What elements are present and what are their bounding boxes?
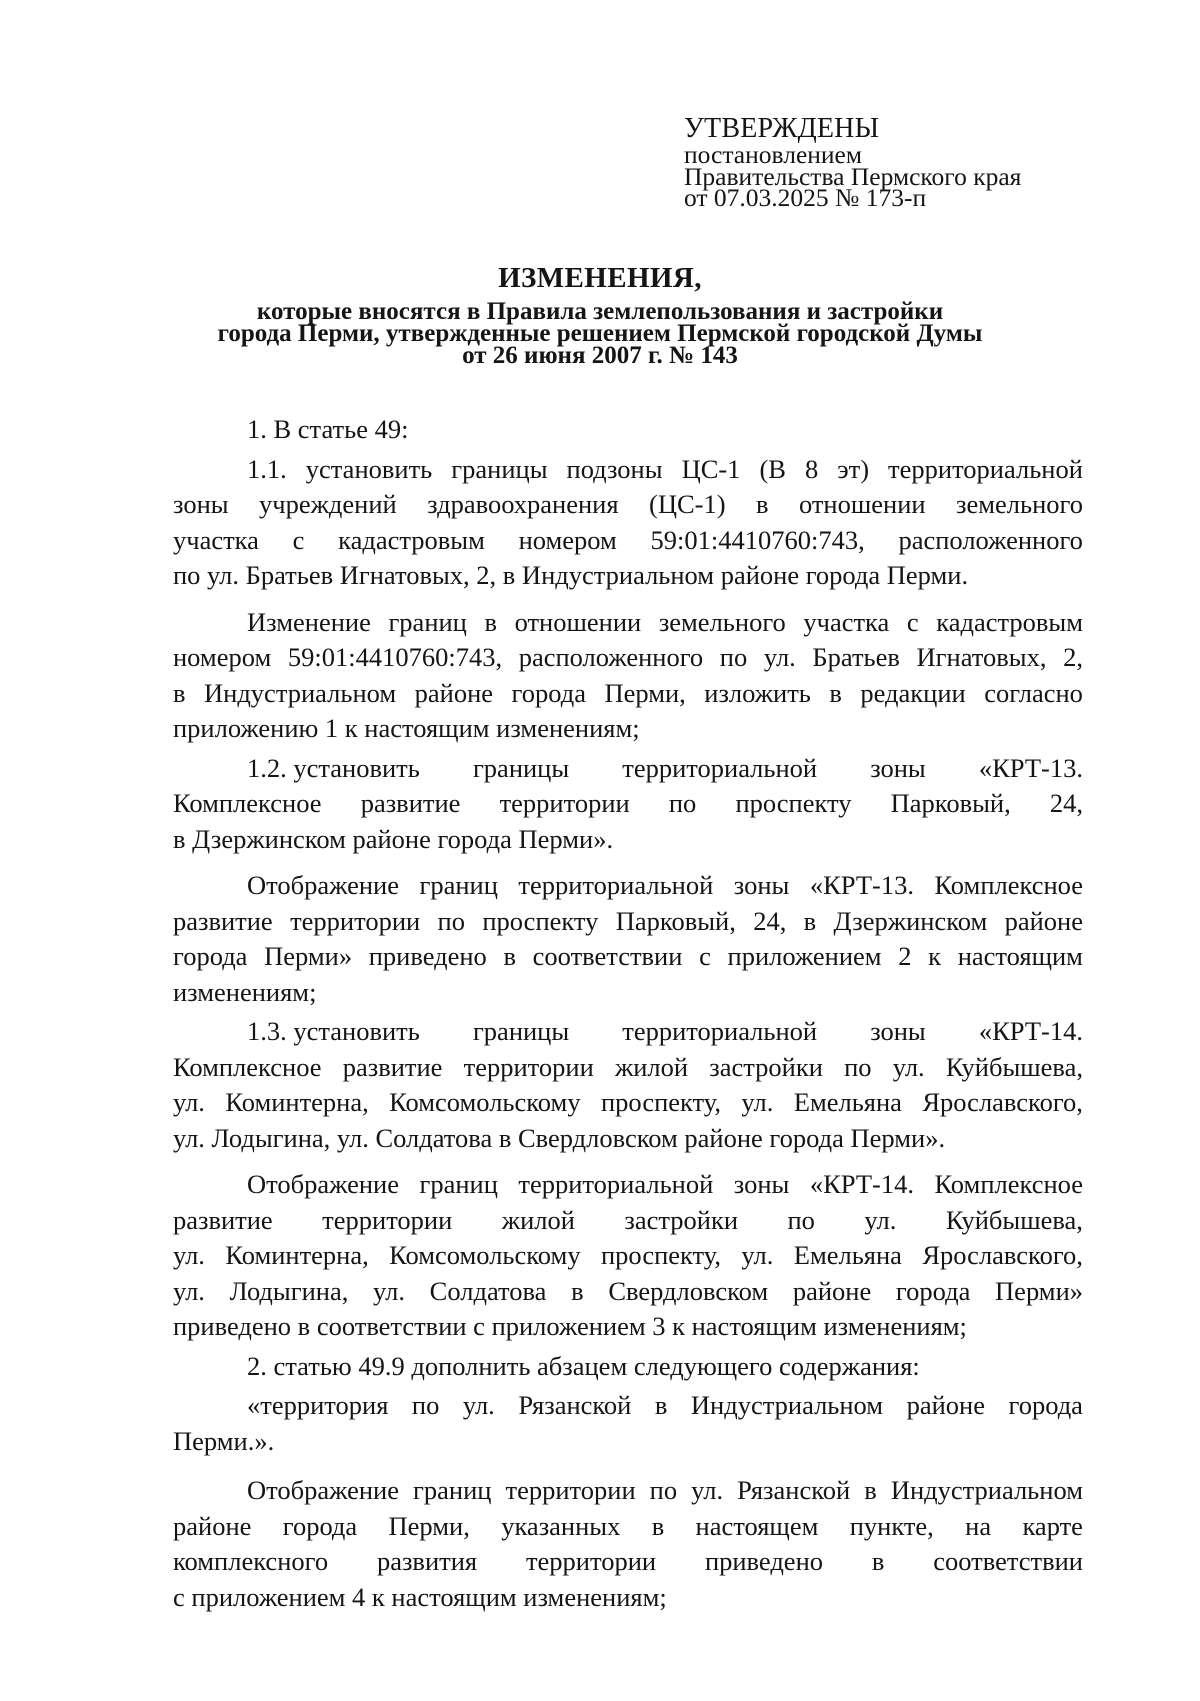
word: по — [787, 1204, 815, 1235]
word: указанных — [501, 1510, 621, 1541]
word: 24, — [753, 905, 787, 936]
word: районе — [906, 1390, 985, 1420]
word: 59:01:4410760:743, — [650, 524, 865, 555]
word: в — [503, 941, 516, 971]
word: карте — [1022, 1510, 1083, 1541]
word: территориальной — [622, 752, 818, 783]
word: территории — [499, 788, 630, 818]
word: Лодыгина, — [229, 1275, 349, 1306]
word: к — [928, 941, 942, 971]
paragraph-article-49-9 — [173, 1349, 1083, 1385]
word: проспекту — [482, 905, 599, 936]
text-line — [173, 676, 1083, 712]
word: номером — [173, 642, 272, 672]
word: Ярославского, — [922, 1087, 1083, 1117]
word: 2 — [898, 941, 912, 971]
word: проспекту, — [600, 1240, 722, 1270]
word: развитие — [342, 1051, 443, 1082]
word: районе — [414, 677, 494, 708]
word: приложением — [727, 941, 882, 971]
word: зоны — [733, 1169, 790, 1199]
subtitle-line: которые вносятся в Правила землепользования и застройки — [256, 298, 944, 325]
word: 2, — [1063, 642, 1083, 672]
text-line — [173, 904, 1083, 940]
word: земельного — [658, 606, 786, 637]
text-line: 1. В статье 49: — [247, 414, 409, 444]
word: Комплексное — [934, 1169, 1083, 1199]
word: Комсомольскому — [389, 1240, 581, 1270]
word: в — [755, 489, 769, 519]
document-subtitle — [0, 298, 1200, 369]
text-line: изменениям; — [173, 976, 317, 1007]
word: в — [651, 1510, 665, 1541]
word: (В — [759, 453, 786, 484]
word: установить — [305, 453, 433, 484]
text-line — [173, 487, 1083, 523]
word: ул. — [173, 1240, 205, 1270]
word: соответствии — [933, 1546, 1083, 1576]
word: редакции — [860, 677, 966, 708]
word: изложить — [704, 677, 811, 708]
text-line — [173, 1203, 1083, 1239]
word: кадастровым — [936, 606, 1083, 637]
word: зоны — [733, 870, 790, 900]
word: в — [871, 1546, 885, 1576]
word: Игнатовых, — [916, 642, 1047, 672]
word: Рязанской — [518, 1390, 632, 1420]
word: с — [699, 941, 711, 971]
approval-heading: УТВЕРЖДЕНЫ — [684, 113, 880, 144]
word: Комплексное — [173, 788, 322, 818]
text-line — [173, 751, 1083, 787]
text-line — [173, 1388, 1083, 1424]
word: зоны — [173, 489, 229, 519]
word: города — [895, 1275, 971, 1306]
word: развитие — [360, 788, 461, 818]
text-line — [173, 1167, 1083, 1203]
word: Комсомольскому — [389, 1087, 581, 1117]
word: эт) — [837, 453, 870, 484]
word: Перми» — [264, 941, 353, 971]
paragraph-krt-14-display — [173, 1167, 1083, 1345]
word: настоящим — [957, 941, 1083, 971]
word: территории — [463, 1051, 594, 1082]
text-line — [173, 1473, 1083, 1509]
word: Изменение — [247, 606, 371, 637]
word: Солдатова — [429, 1275, 547, 1306]
word: территории — [322, 1204, 453, 1235]
word: Дзержинском — [833, 905, 988, 936]
word: отношении — [798, 489, 926, 519]
paragraph-1-3 — [173, 1014, 1083, 1156]
word: Комплексное — [173, 1051, 322, 1082]
word: районе — [173, 1510, 252, 1541]
word: Братьев — [812, 642, 900, 672]
word: соответствии — [532, 941, 683, 971]
word: ул. — [763, 642, 796, 672]
word: территории — [525, 1546, 657, 1576]
word: пункте, — [849, 1510, 934, 1541]
text-line — [173, 640, 1083, 676]
approval-line: постановлением — [684, 140, 863, 169]
word: в — [803, 905, 817, 936]
word: приведено — [368, 941, 487, 971]
word: Индустриальном — [204, 677, 397, 708]
word: «КРТ-14. — [978, 1016, 1083, 1046]
word: территории — [290, 905, 421, 936]
text-line: с приложением 4 к настоящим изменениям; — [173, 1581, 667, 1612]
word: «КРТ-13. — [978, 752, 1083, 783]
word: расположенного — [518, 642, 704, 672]
text-line — [173, 1238, 1083, 1274]
word: ул. — [864, 1204, 897, 1235]
word: ул. — [892, 1051, 925, 1082]
word: в — [864, 1475, 877, 1505]
word: 1.3. установить — [247, 1016, 420, 1046]
word: приведено — [704, 1546, 823, 1576]
paragraph-ryazanskaya-display — [173, 1473, 1083, 1615]
text-line — [173, 868, 1083, 904]
word: территориальной — [518, 870, 714, 900]
word: ЦС-1 — [681, 453, 741, 484]
approval-stamp — [684, 113, 1104, 212]
text-line: приложению 1 к настоящим изменениям; — [173, 713, 640, 743]
text-line — [173, 1014, 1083, 1050]
word: Коминтерна, — [225, 1240, 369, 1270]
word: границ — [419, 870, 498, 900]
word: в — [173, 677, 186, 708]
word: районе — [1004, 905, 1083, 936]
text-line: 2. статью 49.9 дополнить абзацем следующего содержания: — [247, 1350, 920, 1381]
word: в — [829, 677, 842, 708]
word: Отображение — [247, 1475, 399, 1505]
word: города — [282, 1510, 358, 1541]
word: границы — [451, 453, 548, 484]
word: проспекту, — [600, 1087, 722, 1117]
word: развитие — [173, 905, 273, 936]
text-line — [173, 1050, 1083, 1086]
word: Перми» — [995, 1275, 1083, 1306]
word: учреждений — [259, 489, 397, 519]
word: номером — [518, 524, 617, 555]
word: Емельяна — [793, 1087, 902, 1117]
paragraph-ryazanskaya-quote — [173, 1388, 1083, 1459]
word: Отображение — [247, 870, 399, 900]
word: Куйбышева, — [945, 1051, 1083, 1082]
word: ул. — [173, 1275, 205, 1306]
document-title: ИЗМЕНЕНИЯ, — [498, 262, 702, 294]
subtitle-line: города Перми, утвержденные решением Пермской городской Думы — [217, 320, 983, 347]
word: участка — [173, 524, 259, 555]
word: в — [484, 606, 497, 637]
word: кадастровым — [338, 524, 485, 555]
text-line — [173, 1085, 1083, 1121]
paragraph-krt-13-display — [173, 868, 1083, 1010]
text-line — [173, 452, 1083, 488]
word: по — [719, 642, 748, 672]
word: с — [292, 524, 305, 555]
text-line: приведено в соответствии с приложением 3 к настоящим изменениям; — [173, 1311, 967, 1341]
paragraph-boundary-change — [173, 605, 1083, 747]
text-line — [173, 523, 1083, 559]
word: жилой — [501, 1204, 575, 1235]
word: согласно — [984, 677, 1083, 708]
word: города — [511, 677, 586, 708]
word: «КРТ-14. — [809, 1169, 914, 1199]
word: (ЦС-1) — [649, 489, 726, 519]
text-line — [173, 1274, 1083, 1310]
word: с — [906, 606, 919, 637]
text-line: ул. Лодыгина, ул. Солдатова в Свердловском районе города Перми». — [173, 1122, 946, 1153]
word: отношении — [514, 606, 642, 637]
paragraph-1-1 — [173, 452, 1083, 594]
word: зоны — [870, 752, 926, 783]
word: города — [173, 941, 248, 971]
word: в — [654, 1390, 668, 1420]
text-line: в Дзержинском районе города Перми». — [173, 823, 614, 854]
word: застройки — [624, 1204, 739, 1235]
approval-line: от 07.03.2025 № 173-п — [684, 183, 927, 212]
word: Комплексное — [934, 870, 1083, 900]
paragraph-1-2 — [173, 751, 1083, 858]
word: районе — [792, 1275, 872, 1306]
text-line — [173, 1544, 1083, 1580]
word: развитие — [173, 1204, 273, 1235]
word: 24, — [1049, 788, 1083, 818]
word: Свердловском — [608, 1275, 769, 1306]
word: Парковый, — [890, 788, 1011, 818]
word: 1.2. установить — [247, 752, 420, 783]
word: ул. — [462, 1390, 495, 1420]
word: по — [437, 905, 465, 936]
word: Перми, — [388, 1510, 470, 1541]
word: Отображение — [247, 1169, 399, 1199]
word: территориальной — [622, 1016, 818, 1046]
word: в — [571, 1275, 584, 1306]
word: Коминтерна, — [225, 1087, 369, 1117]
paragraph-article-49 — [173, 412, 1083, 448]
word: границы — [472, 752, 570, 783]
text-line: Перми.». — [173, 1425, 275, 1456]
word: Парковый, — [615, 905, 736, 936]
document-body — [173, 412, 1083, 1615]
word: территории — [505, 1475, 636, 1505]
text-line — [173, 939, 1083, 975]
word: ул. — [173, 1087, 205, 1117]
word: ул. — [691, 1475, 724, 1505]
word: по — [411, 1390, 440, 1420]
word: Перми, — [604, 677, 686, 708]
word: по — [844, 1051, 872, 1082]
word: Индустриальном — [890, 1475, 1083, 1505]
word: на — [965, 1510, 992, 1541]
word: 1.1. — [247, 453, 287, 484]
word: границ — [413, 1475, 492, 1505]
word: ул. — [741, 1240, 774, 1270]
word: 8 — [804, 453, 819, 484]
word: Индустриальном — [690, 1390, 884, 1420]
word: подзоны — [566, 453, 663, 484]
word: Рязанской — [737, 1475, 851, 1505]
approval-line: Правительства Пермского края — [684, 161, 1022, 191]
word: границы — [472, 1016, 570, 1046]
word: участка — [803, 606, 890, 637]
text-line — [173, 786, 1083, 822]
word: застройки — [709, 1051, 823, 1082]
word: границ — [419, 1169, 498, 1199]
text-line: по ул. Братьев Игнатовых, 2, в Индустриальном районе города Перми. — [173, 560, 969, 590]
word: проспекту — [735, 788, 852, 818]
word: здравоохранения — [427, 489, 619, 519]
word: развития — [376, 1546, 478, 1576]
word: по — [668, 788, 697, 818]
word: ул. — [741, 1087, 774, 1117]
text-line — [173, 605, 1083, 641]
word: 59:01:4410760:743, — [287, 642, 503, 672]
subtitle-line: от 26 июня 2007 г. № 143 — [462, 342, 738, 369]
word: Емельяна — [793, 1240, 902, 1270]
word: жилой — [614, 1051, 689, 1082]
word: «КРТ-13. — [809, 870, 914, 900]
word: города — [1008, 1390, 1083, 1420]
word: комплексного — [173, 1546, 329, 1576]
word: Куйбышева, — [945, 1204, 1083, 1235]
word: по — [649, 1475, 678, 1505]
word: ул. — [373, 1275, 405, 1306]
text-line — [173, 1509, 1083, 1545]
word: настоящем — [695, 1510, 819, 1541]
word: территориальной — [518, 1169, 714, 1199]
word: границ — [388, 606, 467, 637]
word: расположенного — [898, 524, 1083, 555]
word: зоны — [870, 1016, 926, 1046]
word: земельного — [956, 489, 1083, 519]
word: «территория — [247, 1390, 389, 1420]
word: Ярославского, — [922, 1240, 1083, 1270]
word: территориальной — [888, 453, 1083, 484]
